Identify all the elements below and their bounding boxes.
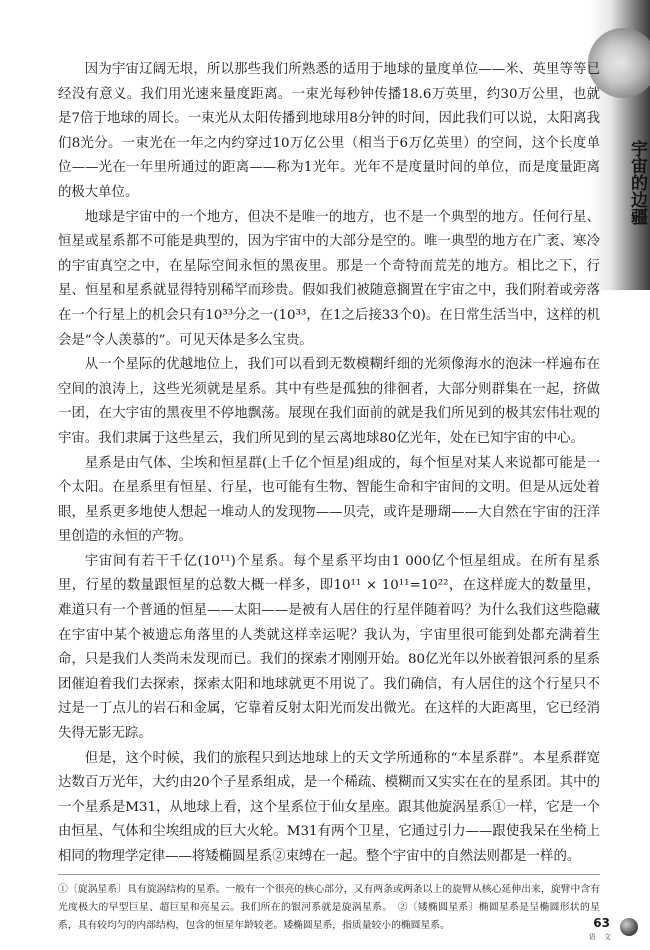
paragraph: 星系是由气体、尘埃和恒星群(上千亿个恒星)组成的，每个恒星对某人来说都可能是一个太阳。在星系里有恒星、行星，也可能有生物、智能生命和宇宙间的文明。但是从远处着眼，星系更多地使人想起一堆动人的发现物——贝壳，或许是珊瑚——大自然在宇宙的汪洋里创造的永恒的产物。 (58, 455, 600, 545)
page-number: 63 (593, 916, 610, 930)
paragraph: 因为宇宙辽阔无垠，所以那些我们所熟悉的适用于地球的量度单位——米、英里等等已经没有意义。我们用光速来量度距离。一束光每秒钟传播18.6万英里，约30万公里，也就是7倍于地球的周长。一束光从太阳传播到地球用8分钟的时间，因此我们可以说，太阳离我们8光分。一束光在一年之内约穿过10万亿公里（相当于6万亿英里）的空间，这个长度单位——光在一年里所通过的距离——称为1光年。光年不是度量时间的单位，而是度量距离的极大单位。 (58, 62, 600, 200)
footnote: ①〔旋涡星系〕具有旋涡结构的星系。一般有一个很亮的核心部分，又有两条或两条以上的旋臂从核心延伸出来，旋臂中含有光度极大的早型巨星、超巨星和亮星云。我们所在的银河系就是旋涡星系。 ②〔矮椭圆星系〕椭圆星系是呈椭圆形状的星系，具有较均匀的内部结构，包含的恒星年龄较老。矮椭圆星系，指质量较小的椭圆星系。 (58, 884, 600, 931)
footnotes (58, 874, 600, 935)
page-subject: 语 文 (588, 933, 614, 941)
paragraph: 从一个星际的优越地位上，我们可以看到无数模糊纤细的光须像海水的泡沫一样遍布在空间的浪涛上，这些光须就是星系。其中有些是孤独的徘徊者，大部分则群集在一起，挤做一团，在大宇宙的黑夜里不停地飘荡。展现在我们面前的就是我们所见到的极其宏伟壮观的宇宙。我们隶属于这些星云，我们所见到的星云离地球80亿光年，处在已知宇宙的中心。 (58, 357, 600, 446)
chapter-side-title: 宇宙的边疆 (627, 140, 647, 225)
paragraph: 地球是宇宙中的一个地方，但决不是唯一的地方，也不是一个典型的地方。任何行星、恒星或星系都不可能是典型的，因为宇宙中的大部分是空的。唯一典型的地方在广袤、寒冷的宇宙真空之中，在星际空间永恒的黑夜里。那是一个奇特而荒芜的地方。相比之下，行星、恒星和星系就显得特别稀罕而珍贵。假如我们被随意搁置在宇宙之中，我们附着或旁落在一个行星上的机会只有10³³分之一(10³³，在1之后接33个0)。在日常生活当中，这样的机会是“令人羡慕的”。可见天体是多么宝贵。 (58, 209, 600, 348)
paragraph: 宇宙间有若干千亿(10¹¹)个星系。每个星系平均由1 000亿个恒星组成。在所有星系里，行星的数量跟恒星的总数大概一样多，即10¹¹ × 10¹¹=10²²，在这样庞大的数量里，难道只有一个普通的恒星——太阳——是被有人居住的行星伴随着吗？为什么我们这些隐藏在宇宙中某个被遗忘角落里的人类就这样幸运呢？我认为，宇宙里很可能到处都充满着生命，只是我们人类尚未发现而已。我们的探索才刚刚开始。80亿光年以外嵌着银河系的星系团催迫着我们去探索，探索太阳和地球就更不用说了。我们确信，有人居住的这个行星只不过是一丁点儿的岩石和金属，它靠着反射太阳光而发出微光。在这样的大距离里，它已经消失得无影无踪。 (58, 553, 600, 742)
article-body (58, 58, 600, 870)
paragraph: 但是，这个时候，我们的旅程只到达地球上的天文学所通称的“本星系群”。本星系群宽达数百万光年，大约由20个子星系组成，是一个稀疏、模糊而又实实在在的星系团。其中的一个星系是M31，从地球上看，这个星系位于仙女星座。跟其他旋涡星系①一样，它是一个由恒星、气体和尘埃组成的巨大火轮。M31有两个卫星，它通过引力——跟使我呆在坐椅上相同的物理学定律——将矮椭圆星系②束缚在一起。整个宇宙中的自然法则都是一样的。 (58, 750, 600, 864)
sphere-icon (620, 918, 638, 936)
